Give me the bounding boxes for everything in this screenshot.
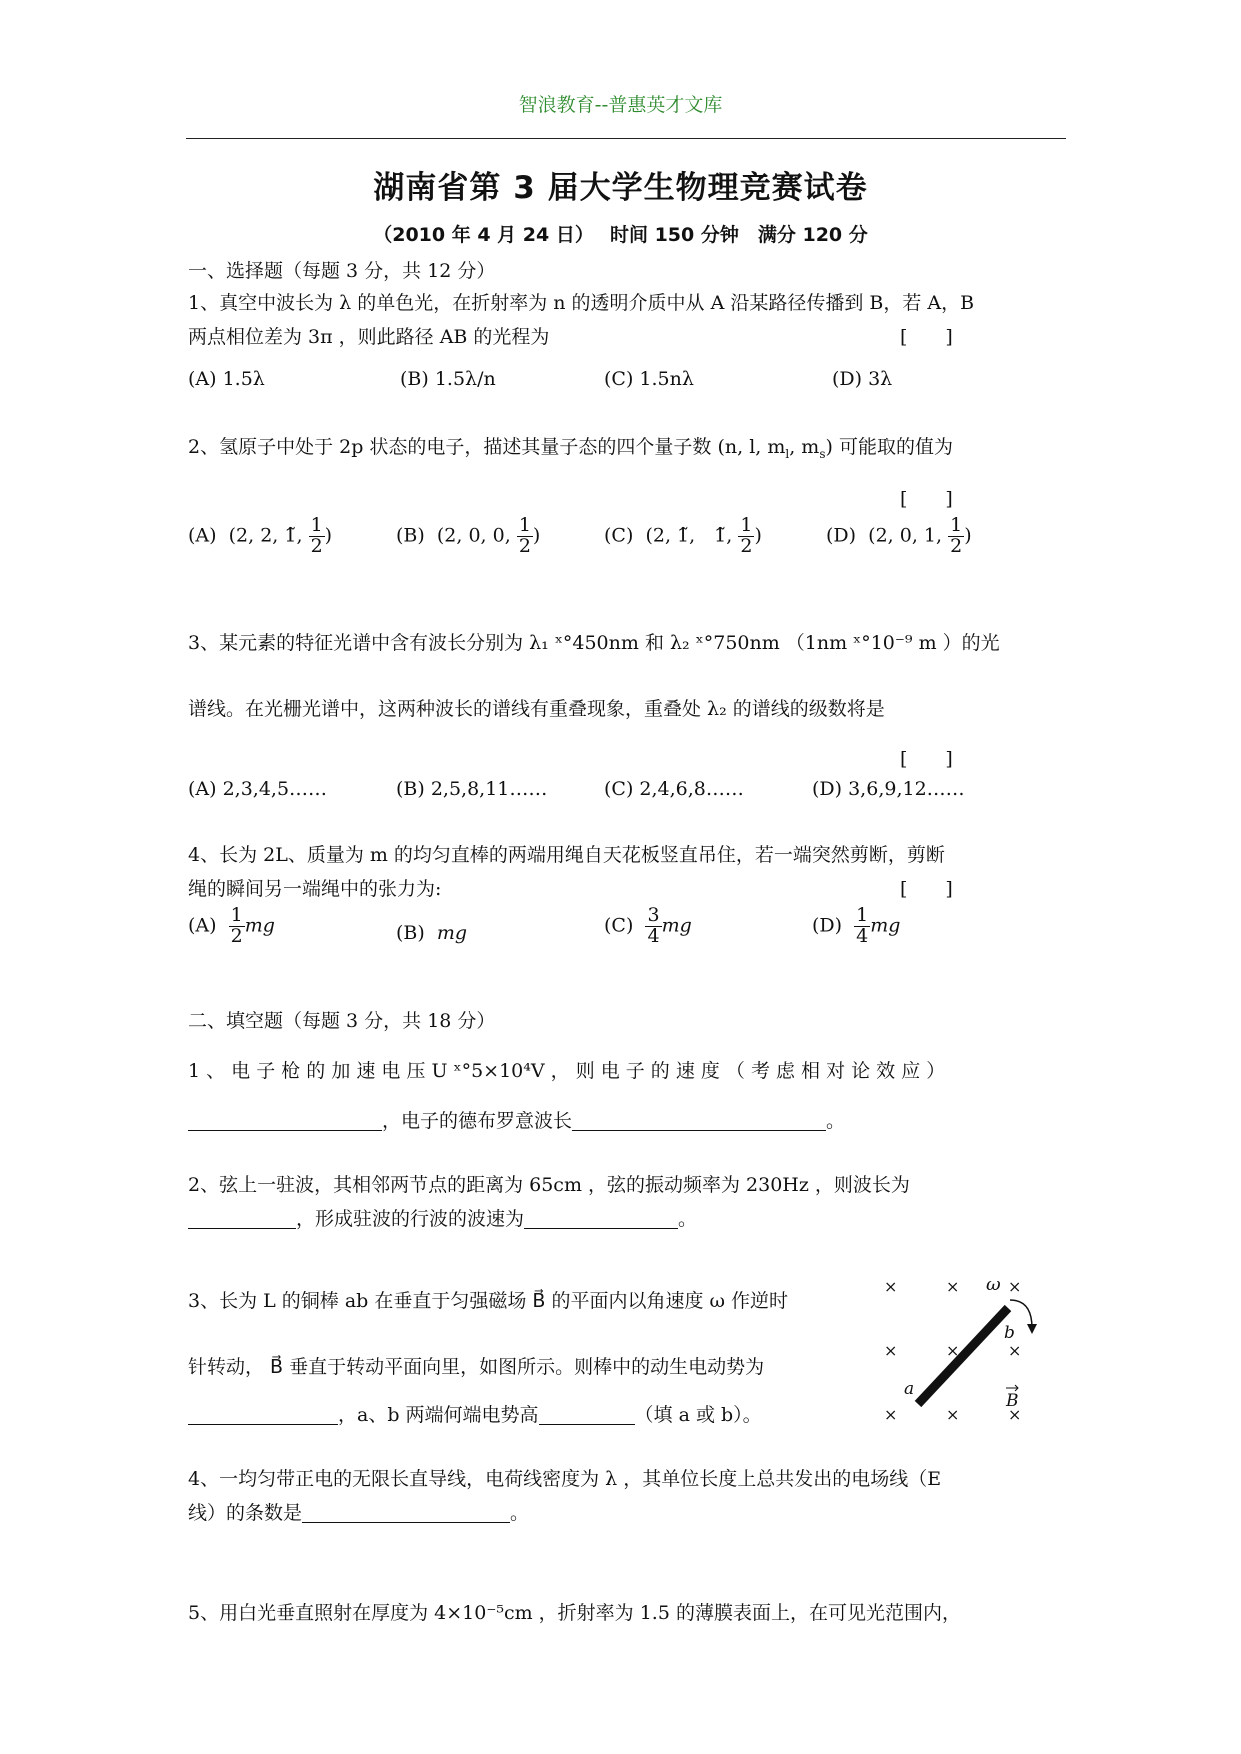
- f4-blank-line-count[interactable]: [302, 1502, 510, 1523]
- q3-answer-bracket: [ ]: [900, 748, 953, 770]
- field-cross-icon: ×: [884, 1277, 898, 1296]
- field-cross-icon: ×: [946, 1405, 960, 1424]
- rotation-arrowhead-icon: [1027, 1324, 1037, 1334]
- f4-line1: 4、一均匀带正电的无限长直导线，电荷线密度为 λ ，其单位长度上总共发出的电场线（E: [188, 1468, 942, 1490]
- f1-blank-wavelength[interactable]: [572, 1110, 826, 1131]
- q1-line1: 1、真空中波长为 λ 的单色光，在折射率为 n 的透明介质中从 A 沿某路径传播到 B，若 A，B: [188, 292, 975, 314]
- q4-option-c: (C) $\frac{3}{4}$ mg: [604, 904, 692, 947]
- q3-option-b: (B) 2,5,8,11……: [396, 778, 548, 800]
- label-b: b: [1004, 1323, 1015, 1343]
- f2-line1: 2、弦上一驻波，其相邻两节点的距离为 65cm ，弦的振动频率为 230Hz ，则波长为: [188, 1174, 910, 1196]
- q4-line2: 绳的瞬间另一端绳中的张力为:: [188, 878, 442, 900]
- q4-line1: 4、长为 2L、质量为 m 的均匀直棒的两端用绳自天花板竖直吊住，若一端突然剪断，剪断: [188, 844, 945, 866]
- q2-option-c: (C) (2, 1̃, 1̃, $\frac{1}{2}$ ): [604, 514, 762, 557]
- section-heading-choice: 一、选择题（每题 3 分，共 12 分）: [188, 260, 496, 282]
- header-rule: [186, 138, 1066, 139]
- q2-line1-text: 2、氢原子中处于 2p 状态的电子，描述其量子态的四个量子数 (n, l, m: [188, 436, 786, 458]
- q4-option-a: (A) $\frac{1}{2}$ mg: [188, 904, 275, 947]
- q2-sub-s: s: [819, 446, 826, 461]
- fraction: $\frac{1}{2}$: [230, 904, 243, 947]
- f2-blank-wavelength[interactable]: [188, 1208, 296, 1229]
- q2-option-d: (D) (2, 0, 1, $\frac{1}{2}$ ): [826, 514, 972, 557]
- q3-option-a: (A) 2,3,4,5……: [188, 778, 328, 800]
- f4-line2: 线）的条数是 。: [188, 1502, 530, 1524]
- fraction: $\frac{1}{2}$: [740, 514, 753, 557]
- rotating-rod-figure: [860, 1270, 1080, 1430]
- fraction: $\frac{1}{2}$: [950, 514, 963, 557]
- q2-line1: [188, 432, 953, 461]
- q1-option-d: (D) 3λ: [832, 368, 893, 390]
- q1-answer-bracket: [ ]: [900, 326, 953, 348]
- f2-line2: ，形成驻波的行波的波速为 。: [188, 1204, 697, 1231]
- exam-subtitle: （2010 年 4 月 24 日） 时间 150 分钟 满分 120 分: [373, 224, 868, 246]
- q3-option-d: (D) 3,6,9,12……: [812, 778, 965, 800]
- fraction: $\frac{1}{2}$: [310, 514, 323, 557]
- field-cross-icon: ×: [946, 1341, 960, 1360]
- q2-end: ) 可能取的值为: [825, 436, 953, 458]
- fraction: $\frac{1}{2}$: [518, 514, 531, 557]
- f5-line1: 5、用白光垂直照射在厚度为 4×10⁻⁵cm ，折射率为 1.5 的薄膜表面上，在可见光范围内，: [188, 1602, 961, 1624]
- exam-title: 湖南省第 3 届大学生物理竞赛试卷: [373, 170, 868, 206]
- q1-option-c: (C) 1.5nλ: [604, 368, 694, 390]
- q2-option-b: (B) (2, 0, 0, $\frac{1}{2}$ ): [396, 514, 541, 557]
- q1-line2: 两点相位差为 3π ，则此路径 AB 的光程为: [188, 326, 550, 348]
- omega-label: ω: [986, 1274, 1001, 1295]
- f3-line2: 针转动， B⃗ 垂直于转动平面向里，如图所示。则棒中的动生电动势为: [188, 1356, 765, 1378]
- field-cross-icon: ×: [884, 1341, 898, 1360]
- field-cross-icon: ×: [1008, 1405, 1022, 1424]
- section-heading-fill: 二、填空题（每题 3 分，共 18 分）: [188, 1010, 496, 1032]
- q3-line2: 谱线。在光栅光谱中，这两种波长的谱线有重叠现象，重叠处 λ₂ 的谱线的级数将是: [188, 698, 885, 720]
- f1-line2: ，电子的德布罗意波长 。: [188, 1106, 845, 1133]
- fraction: $\frac{1}{4}$: [856, 904, 869, 947]
- q1-option-b: (B) 1.5λ/n: [400, 368, 496, 390]
- q4-option-b: (B) mg: [396, 922, 468, 944]
- f3-line1: 3、长为 L 的铜棒 ab 在垂直于匀强磁场 B⃗ 的平面内以角速度 ω 作逆时: [188, 1290, 789, 1312]
- q3-line1: 3、某元素的特征光谱中含有波长分别为 λ₁ ˣ°450nm 和 λ₂ ˣ°750nm （1nm ˣ°10⁻⁹ m ）的光: [188, 632, 1000, 654]
- f3-blank-higher-end[interactable]: [539, 1404, 635, 1425]
- q2-answer-bracket: [ ]: [900, 488, 953, 510]
- label-B: B: [1006, 1391, 1019, 1411]
- field-cross-icon: ×: [946, 1277, 960, 1296]
- q2-option-a: (A) (2, 2, 1̃, $\frac{1}{2}$ ): [188, 514, 333, 557]
- f1-line1: 1 、 电 子 枪 的 加 速 电 压 U ˣ°5×10⁴V ， 则 电 子 的 速 度 （ 考 虑 相 对 论 效 应 ）: [188, 1060, 946, 1082]
- f1-blank-velocity[interactable]: [188, 1110, 382, 1131]
- f2-blank-speed[interactable]: [524, 1208, 678, 1229]
- q3-option-c: (C) 2,4,6,8……: [604, 778, 744, 800]
- f3-line3: ，a、b 两端何端电势高 （填 a 或 b）。: [188, 1400, 762, 1427]
- q2-sub-l: l: [785, 446, 790, 461]
- q1-option-a: (A) 1.5λ: [188, 368, 265, 390]
- label-a: a: [904, 1379, 915, 1399]
- field-cross-icon: ×: [1008, 1277, 1022, 1296]
- fraction: $\frac{3}{4}$: [647, 904, 660, 947]
- copper-rod: [918, 1308, 1008, 1404]
- q2-mid: , m: [789, 436, 820, 458]
- field-cross-icon: ×: [1008, 1341, 1022, 1360]
- f3-blank-emf[interactable]: [188, 1404, 338, 1425]
- q4-answer-bracket: [ ]: [900, 878, 953, 900]
- field-cross-icon: ×: [884, 1405, 898, 1424]
- header-watermark: 智浪教育--普惠英才文库: [518, 94, 723, 116]
- q4-option-d: (D) $\frac{1}{4}$ mg: [812, 904, 901, 947]
